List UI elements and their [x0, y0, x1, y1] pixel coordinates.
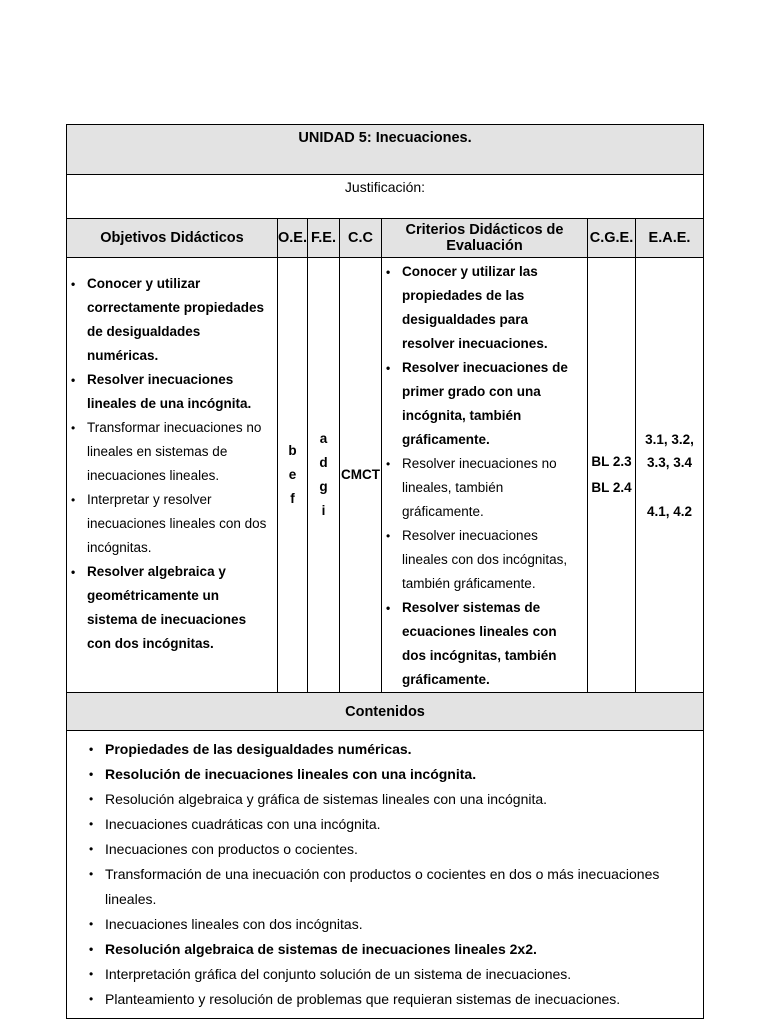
criterios-cell [382, 258, 588, 693]
unit-table-container [66, 124, 703, 1019]
unit-table [66, 124, 704, 1019]
contenido-item: • Interpretación gráfica del conjunto solución de un sistema de inecuaciones. [89, 962, 703, 987]
oe-cell [278, 258, 308, 693]
justificacion-label: Justificación: [67, 175, 704, 219]
bullet-icon: • [386, 457, 391, 471]
bullet-icon: • [89, 842, 94, 856]
header-fe: F.E. [308, 219, 340, 258]
contenidos-list [67, 737, 703, 1012]
objetivos-list [67, 258, 277, 656]
bullet-icon: • [386, 265, 391, 279]
bullet-icon: • [89, 767, 94, 781]
contenido-item: • Inecuaciones con productos o cocientes. [89, 837, 703, 862]
objetivo-item: • Conocer y utilizar correctamente propiedades de desigualdades numéricas. [71, 272, 271, 368]
fe-letter: i [321, 503, 326, 518]
bullet-icon: • [386, 361, 391, 375]
header-criterios: Criterios Didácticos de Evaluación [382, 219, 588, 258]
criterio-item: • Resolver inecuaciones no lineales, también gráficamente. [386, 452, 583, 524]
contenido-item: • Inecuaciones cuadráticas con una incógnita. [89, 812, 703, 837]
oe-letter: f [290, 491, 295, 506]
criterio-item: • Resolver inecuaciones de primer grado con una incógnita, también gráficamente. [386, 356, 583, 452]
contenido-item: • Inecuaciones lineales con dos incógnitas. [89, 912, 703, 937]
unit-title: UNIDAD 5: Inecuaciones. [67, 125, 704, 175]
oe-letter: b [288, 443, 297, 458]
bullet-icon: • [89, 967, 94, 981]
bullet-icon: • [386, 529, 391, 543]
header-objetivos: Objetivos Didácticos [67, 219, 278, 258]
eae-cell [636, 258, 704, 693]
contenido-item: • Resolución de inecuaciones lineales con una incógnita. [89, 762, 703, 787]
contenidos-label: Contenidos [67, 693, 704, 731]
contenido-item: • Resolución algebraica de sistemas de inecuaciones lineales 2x2. [89, 937, 703, 962]
bullet-icon: • [71, 493, 76, 507]
criterio-item: • Resolver inecuaciones lineales con dos incógnitas, también gráficamente. [386, 524, 583, 596]
header-cge: C.G.E. [588, 219, 636, 258]
objetivo-item: • Transformar inecuaciones no lineales en sistemas de inecuaciones lineales. [71, 416, 271, 488]
objetivos-cell [67, 258, 278, 693]
objetivo-item: • Resolver inecuaciones lineales de una incógnita. [71, 368, 271, 416]
bullet-icon: • [89, 942, 94, 956]
eae-value: 4.1, 4.2 [646, 503, 693, 519]
contenido-item: • Planteamiento y resolución de problemas que requieran sistemas de inecuaciones. [89, 987, 703, 1012]
fe-letter: a [319, 431, 328, 446]
fe-letter: d [319, 455, 328, 470]
criterio-item: • Resolver sistemas de ecuaciones lineales con dos incógnitas, también gráficamente. [386, 596, 583, 692]
bullet-icon: • [71, 277, 76, 291]
bullet-icon: • [89, 992, 94, 1006]
cge-value: BL 2.4 [591, 480, 632, 495]
criterio-item: • Conocer y utilizar las propiedades de las desigualdades para resolver inecuaciones. [386, 260, 583, 356]
bullet-icon: • [71, 565, 76, 579]
header-cc: C.C [340, 219, 382, 258]
bullet-icon: • [89, 742, 94, 756]
cge-value: BL 2.3 [591, 454, 632, 469]
contenido-item: • Transformación de una inecuación con productos o cocientes en dos o más inecuaciones lineales. [89, 862, 703, 912]
cge-cell [588, 258, 636, 693]
header-eae: E.A.E. [636, 219, 704, 258]
objetivo-item: • Interpretar y resolver inecuaciones lineales con dos incógnitas. [71, 488, 271, 560]
objetivo-item: • Resolver algebraica y geométricamente un sistema de inecuaciones con dos incógnitas. [71, 560, 271, 656]
bullet-icon: • [89, 867, 94, 881]
eae-value: 3.1, 3.2, [645, 431, 694, 447]
bullet-icon: • [386, 601, 391, 615]
criterios-list [382, 258, 587, 692]
fe-cell [308, 258, 340, 693]
bullet-icon: • [89, 817, 94, 831]
contenido-item: • Propiedades de las desigualdades numéricas. [89, 737, 703, 762]
contenidos-cell [67, 731, 704, 1019]
oe-letter: e [288, 467, 297, 482]
contenido-item: • Resolución algebraica y gráfica de sistemas lineales con una incógnita. [89, 787, 703, 812]
bullet-icon: • [71, 421, 76, 435]
bullet-icon: • [89, 917, 94, 931]
header-oe: O.E. [278, 219, 308, 258]
eae-value: 3.3, 3.4 [646, 454, 693, 470]
cc-cell: CMCT [340, 258, 382, 693]
bullet-icon: • [89, 792, 94, 806]
bullet-icon: • [71, 373, 76, 387]
fe-letter: g [319, 479, 328, 494]
